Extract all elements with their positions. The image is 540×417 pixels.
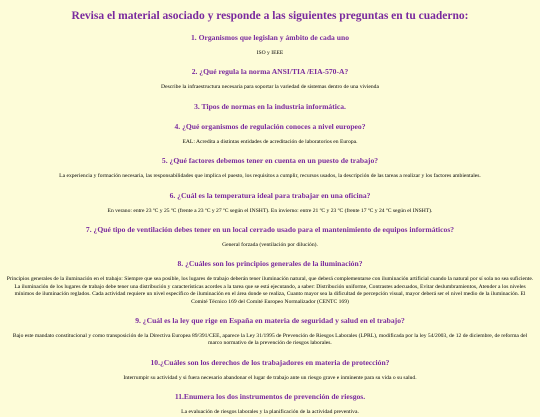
answer-6: En verano: entre 23 ºC y 25 ºC (frente a 23 ºC y 27 ºC según el INSHT). En invierno: entre 21 ºC y 23 ºC (frente 17 ºC y 24 ºC según el INSHT). [107,207,433,214]
question-5: 5. ¿Qué factores debemos tener en cuenta en un puesto de trabajo? [161,156,379,166]
page-title: Revisa el material asociado y responde a las siguientes preguntas en tu cuaderno: [71,10,469,22]
question-7: 7. ¿Qué tipo de ventilación debes tener en un local cerrado usado para el mantenimiento de equipos informáticos? [85,225,455,235]
question-1: 1. Organismos que legislan y ámbito de cada uno [190,33,349,42]
answer-8: Principios generales de la iluminación en el trabajo: Siempre que sea posible, los lugares de trabajo deberán tener iluminación natural, que deberá complementarse con iluminación artificial cuando la natural por sí sola no sea suficiente. La iluminación de los lugares de trabajo debe tener una distribución y características acordes a la tarea que se está ejecutando, a saber: Distribución uniforme, Contrastes adecuados, Evitar deslumbramientos, Atender a los niveles mínimos de iluminación reglados. Cada actividad requiere un nivel específico de iluminación en el área donde se realiza, Cuanto mayor sea la dificultad de percepción visual, mayor deberá ser el nivel medio de la iluminación. El Comité Técnico 169 del Comité Europeo Normalizador (CENTC 169) [6,276,534,305]
answer-1: ISO y IEEE [256,50,284,56]
answer-9: Bajo este mandato constitucional y como transposición de la Directiva Europea 89/391/CEE, aparece la Ley 31/1995 de Prevención de Riesgos Laborales (LPRL), modificada por la ley 54/2003, de 12 de diciembre, de reforma del marco normativo de la prevención de riesgos laborales. [12,333,528,347]
question-2: 2. ¿Qué regula la norma ANSI/TIA /EIA-570-A? [191,67,349,77]
answer-10: Interrumpir su actividad y si fuera necesario abandonar el lugar de trabajo ante un riesgo grave e inminente para su vida o su salud. [123,374,417,381]
question-9: 9. ¿Cuál es la ley que rige en España en materia de seguridad y salud en el trabajo? [135,316,405,326]
answer-5: La experiencia y formación necesaria, las responsabilidades que implica el puesto, los requisitos a cumplir, recursos usados, la descripción de las tareas a realizar y los factores ambientales. [59,173,481,180]
question-3: 3. Tipos de normas en la industria informática. [194,101,346,111]
question-6: 6. ¿Cuál es la temperatura ideal para trabajar en una oficina? [169,190,371,200]
answer-7: General forzada (ventilación por dilución). [222,242,318,249]
answer-11: La evaluación de riesgos laborales y la planificación de la actividad preventiva. [181,409,359,416]
question-11: 11.Enumera los dos instrumentos de prevención de riesgos. [174,392,366,402]
question-4: 4. ¿Qué organismos de regulación conoces a nivel europeo? [174,121,366,131]
answer-2: Describe la infraestructura necesaria para soportar la variedad de sistemas dentro de una vivienda [161,84,379,91]
document-page [0,9,540,417]
question-8: 8. ¿Cuáles son los principios generales de la iluminación? [177,259,363,269]
question-10: 10.¿Cuáles son los derechos de los trabajadores en materia de protección? [150,357,390,367]
answer-4: EAL: Acredita a distintas entidades de acreditación de laboratorios en Europa. [182,138,358,145]
